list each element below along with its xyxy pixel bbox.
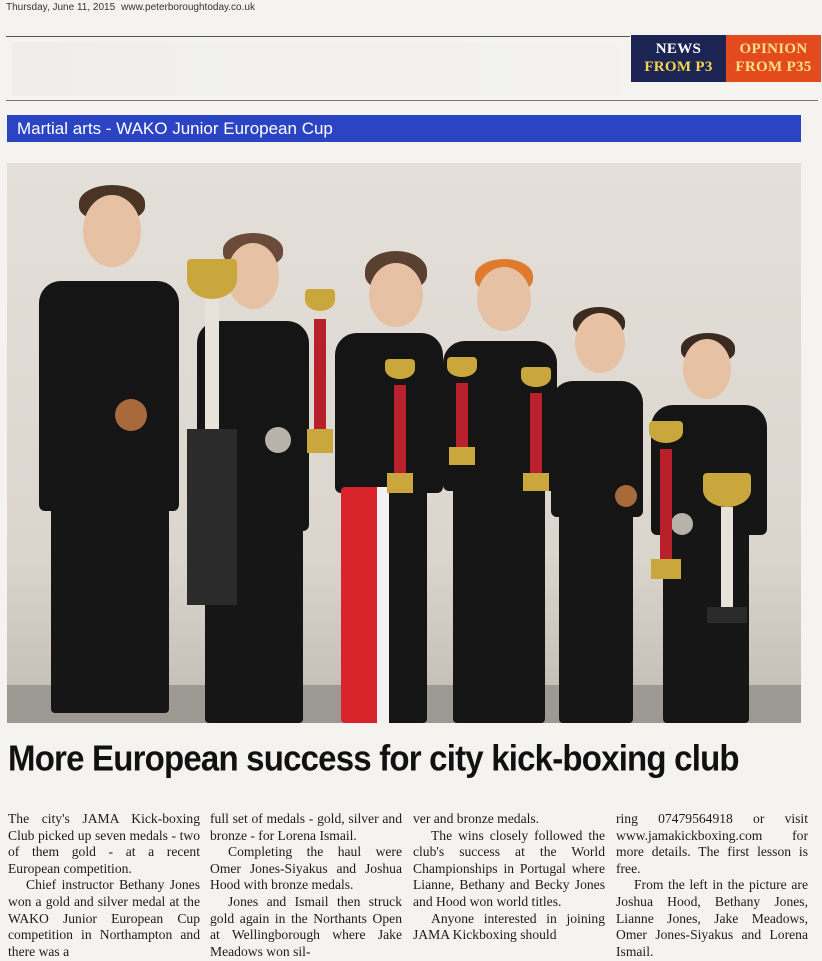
show-through-area [12,42,622,96]
opinion-pointer[interactable] [726,35,821,82]
body-column-2 [210,811,402,960]
tall-trophy [187,259,237,605]
paragraph: Chief instructor Bethany Jones won a gold and silver medal at the WAKO Junior European Cup competition in Northampton and there was a [8,877,200,959]
page-pointers [631,35,821,82]
paragraph: Anyone interested in joining JAMA Kickboxing should [413,910,605,943]
site-url[interactable]: www.peterboroughtoday.co.uk [121,1,255,13]
news-page-ref: FROM P3 [644,59,713,75]
team-photo [7,163,801,723]
opinion-page-ref: FROM P35 [735,59,812,75]
gold-trophy [703,473,751,623]
masthead [6,0,816,14]
red-trophy-3 [447,357,477,467]
body-column-1 [8,811,200,960]
paragraph: ring 07479564918 or visit www.jamakickboxing.com for more details. The first lesson is free. [616,811,808,876]
paragraph: Jones and Ismail then struck gold again in the Northants Open at Wellingborough where Jake Meadows won sil- [210,893,402,959]
paragraph: Completing the haul were Omer Jones-Siyakus and Joshua Hood with bronze medals. [210,844,402,893]
red-trophy-2 [385,359,415,495]
issue-date: Thursday, June 11, 2015 [6,1,116,13]
body-column-4 [616,811,808,960]
paragraph: full set of medals - gold, silver and bronze - for Lorena Ismail. [210,811,402,843]
news-pointer[interactable] [631,35,726,82]
person-1 [29,183,179,723]
paragraph: The city's JAMA Kick-boxing Club picked up seven medals - two of them gold - at a recent European competition. [8,811,200,876]
paragraph: ver and bronze medals. [413,811,540,826]
section-title: Martial arts - WAKO Junior European Cup [7,115,801,142]
top-rule [6,36,630,37]
article-body [0,811,822,961]
bronze-medal [115,399,147,431]
paragraph: The wins closely followed the club's success at the World Championships in Portugal where Lianne, Bethany and Becky Jones and Hood won world titles. [413,827,605,909]
red-trophy-1 [305,289,335,455]
bronze-medal [615,485,637,507]
red-trophy-5 [649,421,683,581]
body-column-3 [413,811,605,944]
header-rule [6,100,818,101]
article-headline: More European success for city kick-boxing club [8,737,739,779]
news-label: NEWS [655,41,702,57]
paragraph: From the left in the picture are Joshua Hood, Bethany Jones, Lianne Jones, Jake Meadows, Omer Jones-Siyakus and Lorena Ismail. [616,877,808,959]
person-5 [547,307,647,723]
opinion-label: OPINION [739,41,808,57]
silver-medal [265,427,291,453]
